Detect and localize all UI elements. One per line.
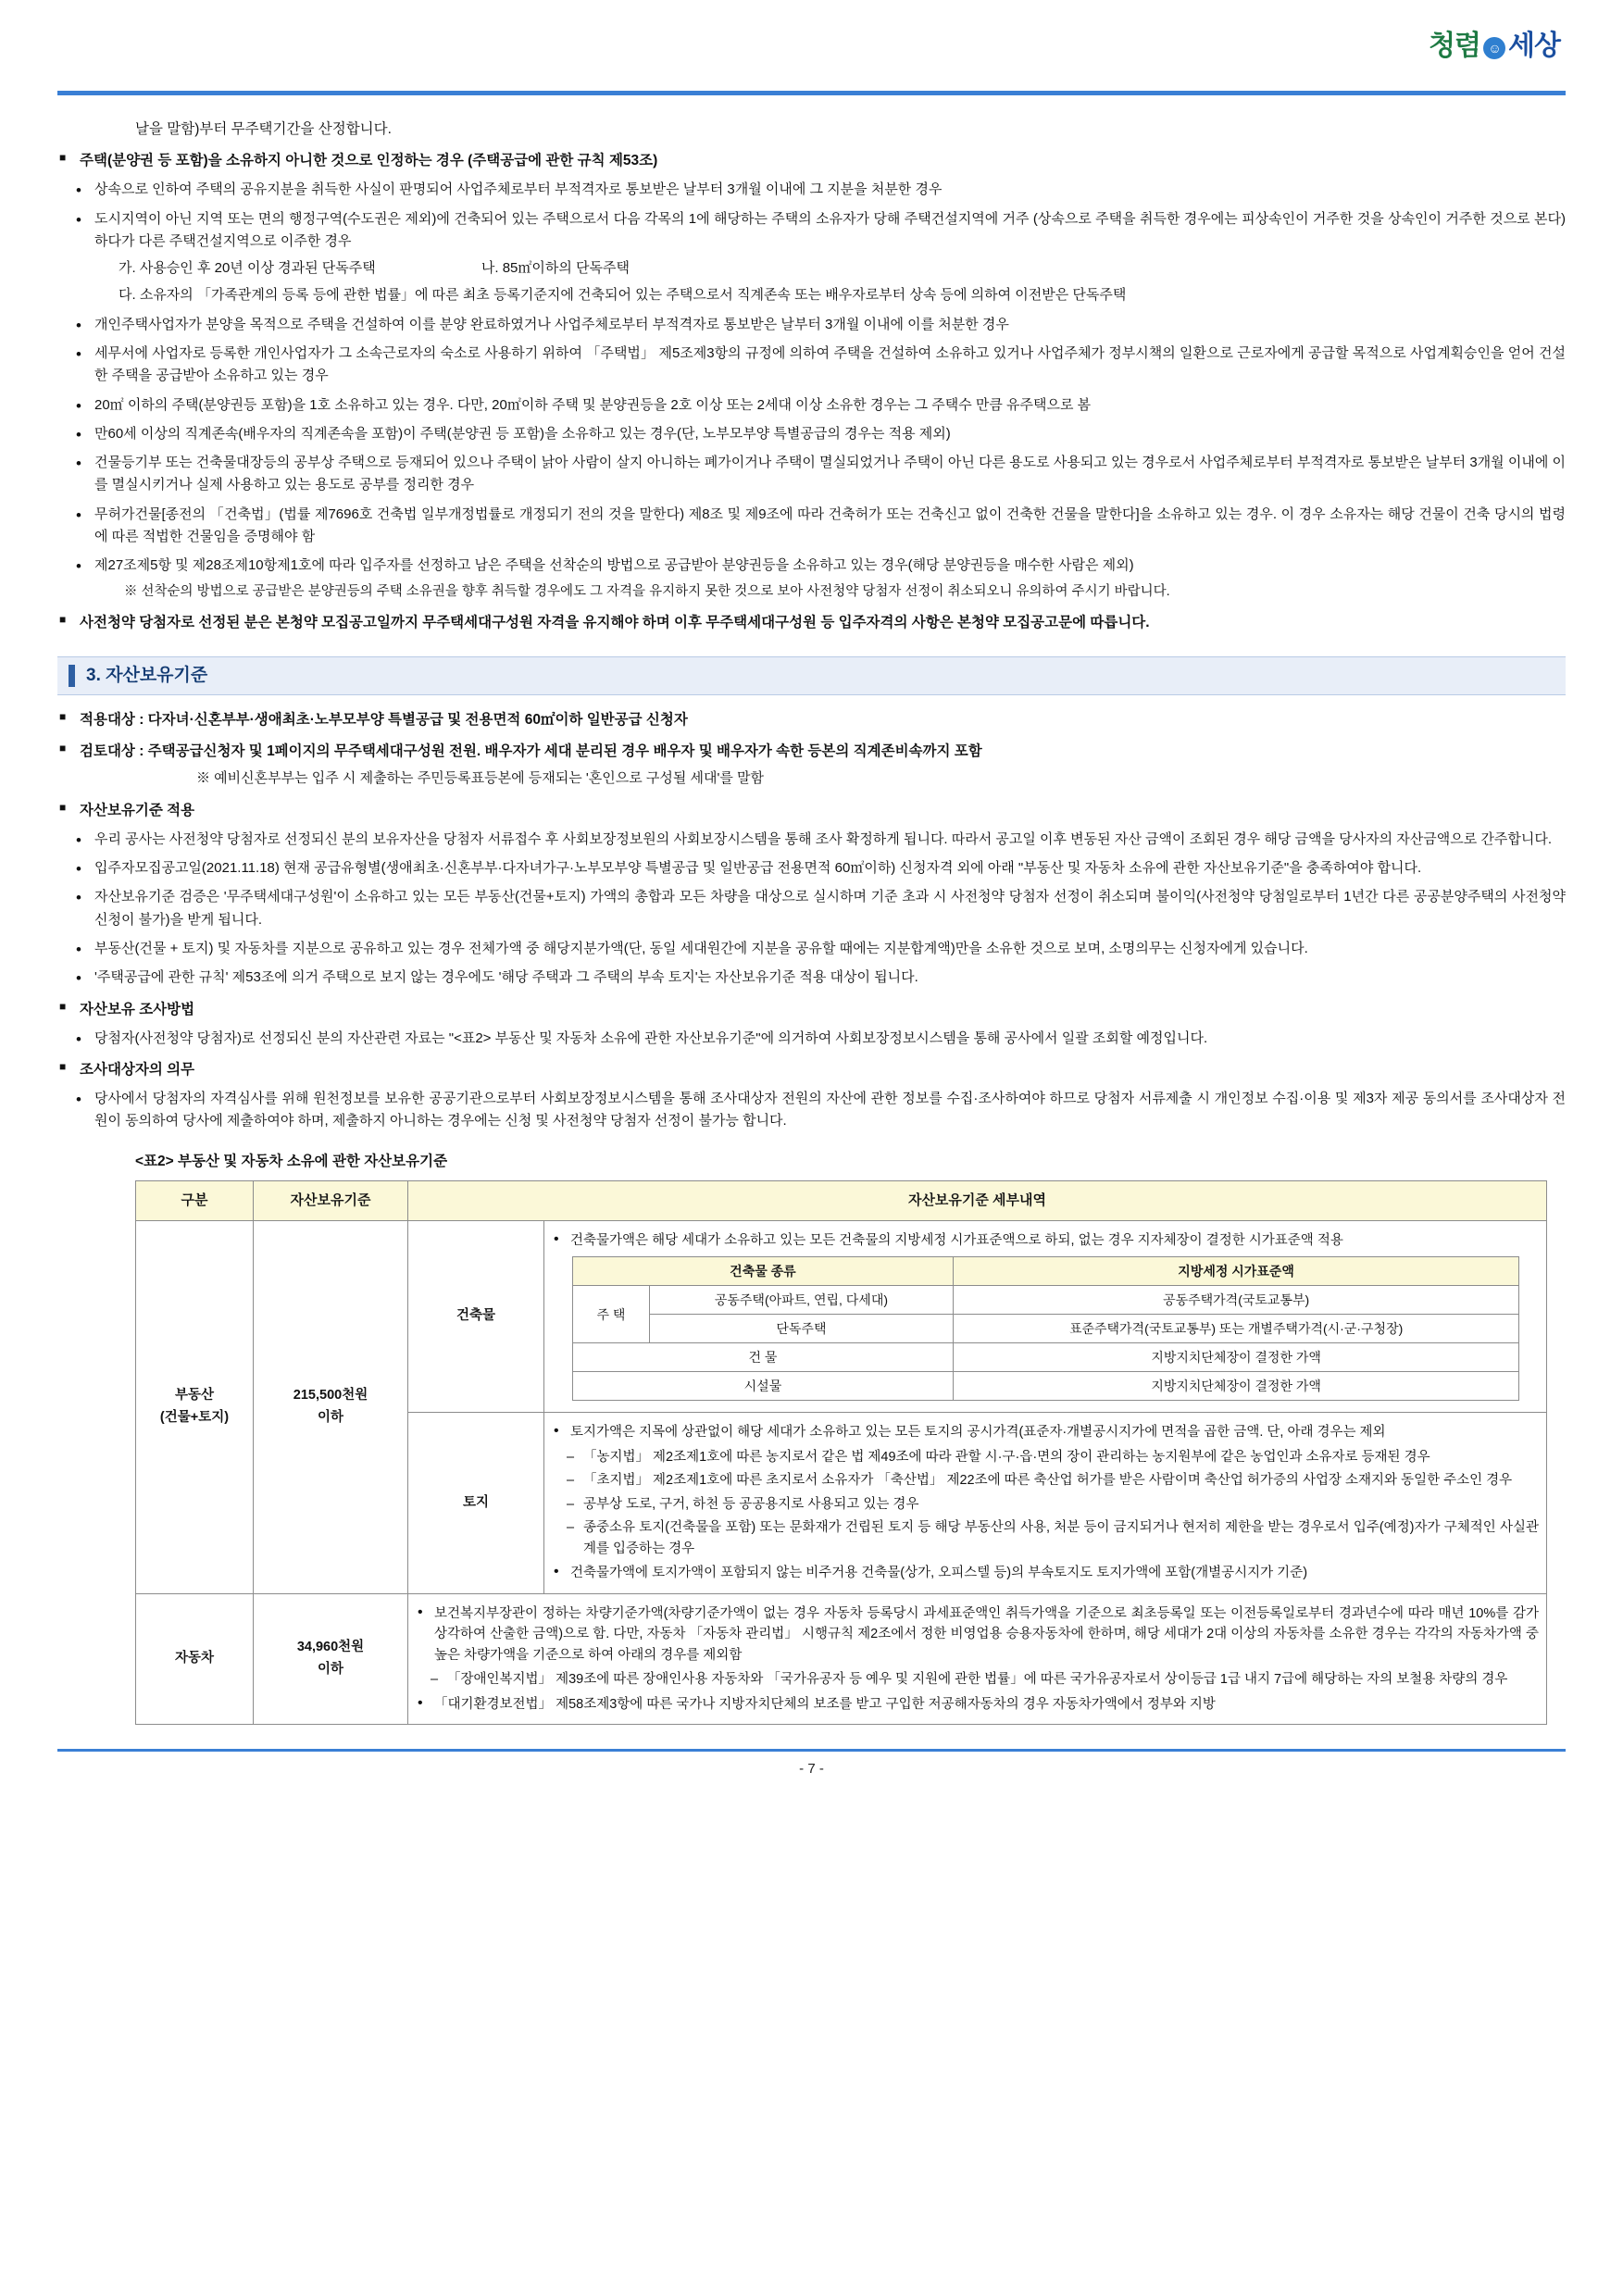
inner-row-2 <box>573 1343 1519 1372</box>
th-standard: 자산보유기준 <box>254 1180 408 1220</box>
house-subitem-2: 다. 소유자의 「가족관계의 등록 등에 관한 법률」에 따른 최초 등록기준지에 건축되어 있는 주택으로서 직계존속 또는 배우자로부터 상속 등에 의하여 이전받은 단독주택 <box>119 287 1127 304</box>
house-item-8: • 제27조제5항 및 제28조제10항제1호에 따라 입주자를 선정하고 남은 주택을 선착순의 방법으로 공급받아 분양권등을 소유하고 있는 경우(해당 분양권등을 매수한 사람은 제외) <box>70 555 1566 577</box>
inner-value-0: 공동주택가격(국토교통부) <box>953 1286 1519 1315</box>
cell-detail-car <box>408 1593 1547 1724</box>
house-subitem-0 <box>57 257 1566 280</box>
cell-standard-car <box>254 1593 408 1724</box>
house-note: ※ 선착순의 방법으로 공급받은 분양권등의 주택 소유권을 향후 취득할 경우에도 그 자격을 유지하지 못한 것으로 보아 사전청약 당첨자 선정이 취소되오니 유의하여 주시기 바랍니다. <box>57 581 1566 603</box>
asset-apply-heading: ■ 자산보유기준 적용 <box>57 799 1566 822</box>
inner-type-3: 시설물 <box>573 1372 954 1401</box>
cell-detail-building <box>408 1220 1547 1412</box>
cell-detail-land <box>408 1413 1547 1593</box>
inner-th-value: 지방세정 시가표준액 <box>953 1257 1519 1286</box>
table-row <box>136 1220 1547 1412</box>
land-bullet-0: • 토지가액은 지목에 상관없이 해당 세대가 소유하고 있는 모든 토지의 공시가격(표준자·개별공시지가에 면적을 곱한 금액. 단, 아래 경우는 제외 <box>552 1422 1539 1442</box>
table-header-row <box>136 1180 1547 1220</box>
logo-text-1: 청렴 <box>1429 31 1481 61</box>
th-category: 구분 <box>136 1180 254 1220</box>
land-dash-3: – 종중소유 토지(건축물을 포함) 또는 문화재가 건립된 토지 등 해당 부동산의 사용, 처분 등이 금지되거나 현저히 제한을 받는 경우로서 입주(예정)자가 구체적인 사실관계를 입증하는 경우 <box>552 1517 1539 1559</box>
footer-divider <box>57 1749 1566 1752</box>
document-content <box>57 95 1566 1725</box>
inner-type-0: 공동주택(아파트, 연립, 다세대) <box>650 1286 954 1315</box>
inner-row-1 <box>573 1315 1519 1343</box>
review-note-text: 예비신혼부부는 입주 시 제출하는 주민등록표등본에 등재되는 '혼인으로 구성될 세대'를 말함 <box>214 770 765 787</box>
duty-heading: ■ 조사대상자의 의무 <box>57 1058 1566 1081</box>
standard-realestate-line2: 이하 <box>317 1409 343 1425</box>
survey-heading: ■ 자산보유 조사방법 <box>57 998 1566 1021</box>
land-dash-2: – 공부상 도로, 구거, 하천 등 공공용지로 사용되고 있는 경우 <box>552 1494 1539 1515</box>
house-item-0: • 상속으로 인하여 주택의 공유지분을 취득한 사실이 판명되어 사업주체로부터 부적격자로 통보받은 날부터 3개월 이내에 그 지분을 처분한 경우 <box>70 179 1566 201</box>
building-bullet-0: • 건축물가액은 해당 세대가 소유하고 있는 모든 건축물의 지방세정 시가표준액으로 하되, 없는 경우 지자체장이 결정한 시가표준액 적용 <box>552 1230 1539 1251</box>
subcategory-building-label: 건축물 <box>408 1221 544 1412</box>
standard-realestate-line1: 215,500천원 <box>293 1388 368 1404</box>
car-dash-0: – 「장애인복지법」 제39조에 따른 장애인사용 자동차와 「국가유공자 등 예우 및 지원에 관한 법률」에 따른 국가유공자로서 상이등급 1급 내지 7급에 해당하는 자의 보철용 차량의 경우 <box>416 1669 1539 1690</box>
inner-group-house: 주 택 <box>573 1286 650 1343</box>
category-realestate-line1: 부동산 <box>174 1388 215 1404</box>
asset-apply-item-0: • 우리 공사는 사전청약 당첨자로 선정되신 분의 보유자산을 당첨자 서류접수 후 사회보장정보원의 사회보장시스템을 통해 조사 확정하게 됩니다. 따라서 공고일 이후 변동된 자산 금액이 조회된 경우 해당 금액을 당사자의 자산금액으로 간주합니다. <box>70 829 1566 851</box>
apply-target: ■ 적용대상 : 다자녀·신혼부부·생애최초·노부모부양 특별공급 및 전용면적 60㎡이하 일반공급 신청자 <box>57 708 1566 731</box>
asset-apply-item-2: • 자산보유기준 검증은 '무주택세대구성원'이 소유하고 있는 모든 부동산(건물+토지) 가액의 총합과 모든 차량을 대상으로 실시하며 기준 초과 시 사전청약 당첨자 선정이 취소되며 불이익(사전청약 당첨일로부터 1년간 다른 공공분양주택의 사전청약 신청이 불가)을 받게 됩니다. <box>70 886 1566 931</box>
house-subitem-0-b: 나. 85㎡이하의 단독주택 <box>481 260 630 277</box>
inner-value-3: 지방지치단체장이 결정한 가액 <box>953 1372 1519 1401</box>
house-item-1: • 도시지역이 아닌 지역 또는 면의 행정구역(수도권은 제외)에 건축되어 있는 주택으로서 다음 각목의 1에 해당하는 주택의 소유자가 당해 주택건설지역에 거주 (상속으로 주택을 취득한 경우에는 피상속인이 거주한 것을 상속인이 거주한 것으로 본다)하다가 다른 주택건설지역으로 이주한 경우 <box>70 208 1566 254</box>
inner-row-0 <box>573 1286 1519 1315</box>
cell-category-realestate <box>136 1220 254 1593</box>
inner-value-1: 표준주택가격(국토교통부) 또는 개별주택가격(시·군·구청장) <box>953 1315 1519 1343</box>
cell-category-car <box>136 1593 254 1724</box>
house-subitem-0-a: 가. 사용승인 후 20년 이상 경과된 단독주택 <box>119 260 376 277</box>
building-type-table <box>572 1256 1519 1401</box>
car-bullet-0: • 보건복지부장관이 정하는 차량기준가액(차량기준가액이 없는 경우 자동차 등록당시 과세표준액인 취득가액을 기준으로 최초등록일 또는 이전등록일로부터 경과년수에 따라 매년 10%를 감가상각하여 산출한 금액)으로 함. 다만, 자동차 「자동차 관리법」 시행규칙 제2조에서 정한 비영업용 승용자동차에 한하며, 해당 세대가 2대 이상의 자동차를 소유한 경우는 각각의 자동차가액 중 높은 차량가액을 기준으로 하여 아래의 경우를 제외함 <box>416 1603 1539 1666</box>
smiley-icon: ☺ <box>1483 37 1505 59</box>
cell-standard-realestate <box>254 1220 408 1593</box>
survey-item: • 당첨자(사전청약 당첨자)로 선정되신 분의 자산관련 자료는 "<표2> 부동산 및 자동차 소유에 관한 자산보유기준"에 의거하여 사회보장정보시스템을 통해 공사에서 일괄 조회할 예정입니다. <box>70 1028 1566 1050</box>
house-item-4: • 20㎡ 이하의 주택(분양권등 포함)을 1호 소유하고 있는 경우. 다만, 20㎡이하 주택 및 분양권등을 2호 이상 또는 2세대 이상 소유한 경우는 그 주택수 만큼 유주택으로 봄 <box>70 394 1566 417</box>
table-caption: <표2> 부동산 및 자동차 소유에 관한 자산보유기준 <box>135 1153 448 1169</box>
asset-apply-item-4: • '주택공급에 관한 규칙' 제53조에 의거 주택으로 보지 않는 경우에도 '해당 주택과 그 주택의 부속 토지'는 자산보유기준 적용 대상이 됩니다. <box>70 967 1566 989</box>
section-3-heading <box>57 656 1566 695</box>
asset-standard-table <box>135 1180 1547 1725</box>
asset-apply-item-1: • 입주자모집공고일(2021.11.18) 현재 공급유형별(생애최초·신혼부부·다자녀가구·노부모부양 특별공급 및 일반공급 전용면적 60㎡이하) 신청자격 외에 아래 "부동산 및 자동차 소유에 관한 자산보유기준"을 충족하여야 합니다. <box>70 857 1566 880</box>
review-target: ■ 검토대상 : 주택공급신청자 및 1페이지의 무주택세대구성원 전원. 배우자가 세대 분리된 경우 배우자 및 배우자가 속한 등본의 직계존비속까지 포함 <box>57 740 1566 763</box>
car-bullet-1: • 「대기환경보전법」 제58조제3항에 따른 국가나 지방자치단체의 보조를 받고 구입한 저공해자동차의 경우 자동차가액에서 정부와 지방 <box>416 1694 1539 1715</box>
house-ownership-heading: ■ 주택(분양권 등 포함)을 소유하지 아니한 것으로 인정하는 경우 (주택공급에 관한 규칙 제53조) <box>57 149 1566 172</box>
category-realestate-line2: (건물+토지) <box>159 1409 230 1425</box>
page-number: - 7 - <box>799 1760 824 1777</box>
house-item-3: • 세무서에 사업자로 등록한 개인사업자가 그 소속근로자의 숙소로 사용하기 위하여 「주택법」 제5조제3항의 규정에 의하여 주택을 건설하여 소유하고 있거나 사업주체가 정부시책의 일환으로 근로자에게 공급할 목적으로 사업계획승인을 얻어 건설한 주택을 공급받아 소유하고 있는 경우 <box>70 343 1566 388</box>
inner-value-2: 지방지치단체장이 결정한 가액 <box>953 1343 1519 1372</box>
section-accent-bar <box>69 665 75 687</box>
table-row <box>136 1593 1547 1724</box>
logo <box>1429 22 1560 63</box>
inner-th-type: 건축물 종류 <box>573 1257 954 1286</box>
inner-type-2: 건 물 <box>573 1343 954 1372</box>
section-3-title: 3. 자산보유기준 <box>86 665 208 685</box>
category-car-line1: 자동차 <box>174 1651 215 1666</box>
review-note: ※ 예비신혼부부는 입주 시 제출하는 주민등록표등본에 등재되는 '혼인으로 구성될 세대'를 말함 <box>196 770 765 787</box>
house-closing: ■ 사전청약 당첨자로 선정된 분은 본청약 모집공고일까지 무주택세대구성원 자격을 유지해야 하며 이후 무주택세대구성원 등 입주자격의 사항은 본청약 모집공고문에 따릅니다. <box>57 611 1566 634</box>
standard-car-line2: 이하 <box>317 1661 343 1677</box>
page-header <box>57 0 1566 89</box>
standard-car-line1: 34,960천원 <box>296 1640 365 1655</box>
inner-row-3 <box>573 1372 1519 1401</box>
house-item-7: • 무허가건물[종전의 「건축법」(법률 제7696호 건축법 일부개정법률로 개정되기 전의 것을 말한다) 제8조 및 제9조에 따라 건축허가 또는 건축신고 없이 건축한 건물을 말한다]을 소유하고 있는 경우. 이 경우 소유자는 해당 건물이 건축 당시의 법령에 따른 적법한 건물임을 증명해야 함 <box>70 504 1566 549</box>
house-item-5: • 만60세 이상의 직계존속(배우자의 직계존속을 포함)이 주택(분양권 등 포함)을 소유하고 있는 경우(단, 노부모부양 특별공급의 경우는 적용 제외) <box>70 423 1566 445</box>
land-bullet-1: • 건축물가액에 토지가액이 포함되지 않는 비주거용 건축물(상가, 오피스텔 등)의 부속토지도 토지가액에 포함(개별공시지가 기준) <box>552 1563 1539 1583</box>
th-detail: 자산보유기준 세부내역 <box>408 1180 1547 1220</box>
duty-item: • 당사에서 당첨자의 자격심사를 위해 원천정보를 보유한 공공기관으로부터 사회보장정보시스템을 통해 조사대상자 전원의 자산에 관한 정보를 수집·조사하여야 하므로 당첨자 서류제출 시 개인정보 수집·이용 및 제3자 제공 동의서를 조사대상자 전원이 동의하여 당사에 제출하여야 하며, 제출하지 아니하는 경우에는 신청 및 사전청약 당첨자 선정이 불가능 합니다. <box>70 1088 1566 1133</box>
asset-apply-item-3: • 부동산(건물 + 토지) 및 자동차를 지분으로 공유하고 있는 경우 전체가액 중 해당지분가액(단, 동일 세대원간에 지분을 공유할 때에는 지분합계액)만을 소유한 것으로 보며, 소명의무는 신청자에게 있습니다. <box>70 938 1566 960</box>
land-dash-0: – 「농지법」 제2조제1호에 따른 농지로서 같은 법 제49조에 따라 관할 시·구·읍·면의 장이 관리하는 농지원부에 같은 농업인과 소유자로 등재된 경우 <box>552 1447 1539 1467</box>
top-continuation-text: 날을 말함)부터 무주택기간을 산정합니다. <box>135 121 392 137</box>
house-item-2: • 개인주택사업자가 분양을 목적으로 주택을 건설하여 이를 분양 완료하였거나 사업주체로부터 부적격자로 통보받은 날부터 3개월 이내에 이를 처분한 경우 <box>70 314 1566 336</box>
land-dash-1: – 「초지법」 제2조제1호에 따른 초지로서 소유자가 「축산법」 제22조에 따른 축산업 허가를 받은 사람이며 축산업 허가증의 사업장 소재지와 동일한 주소인 경우 <box>552 1470 1539 1491</box>
inner-type-1: 단독주택 <box>650 1315 954 1343</box>
inner-header-row <box>573 1257 1519 1286</box>
subcategory-land-label: 토지 <box>408 1413 544 1592</box>
logo-text-2: 세상 <box>1508 31 1560 61</box>
house-item-6: • 건물등기부 또는 건축물대장등의 공부상 주택으로 등재되어 있으나 주택이 낡아 사람이 살지 아니하는 폐가이거나 주택이 멸실되었거나 주택이 아닌 다른 용도로 사용되고 있는 경우로서 사업주체로부터 부적격자로 통보받은 날부터 3개월 이내에 이를 멸실시키거나 실제 사용하고 있는 용도로 공부를 정리한 경우 <box>70 452 1566 497</box>
